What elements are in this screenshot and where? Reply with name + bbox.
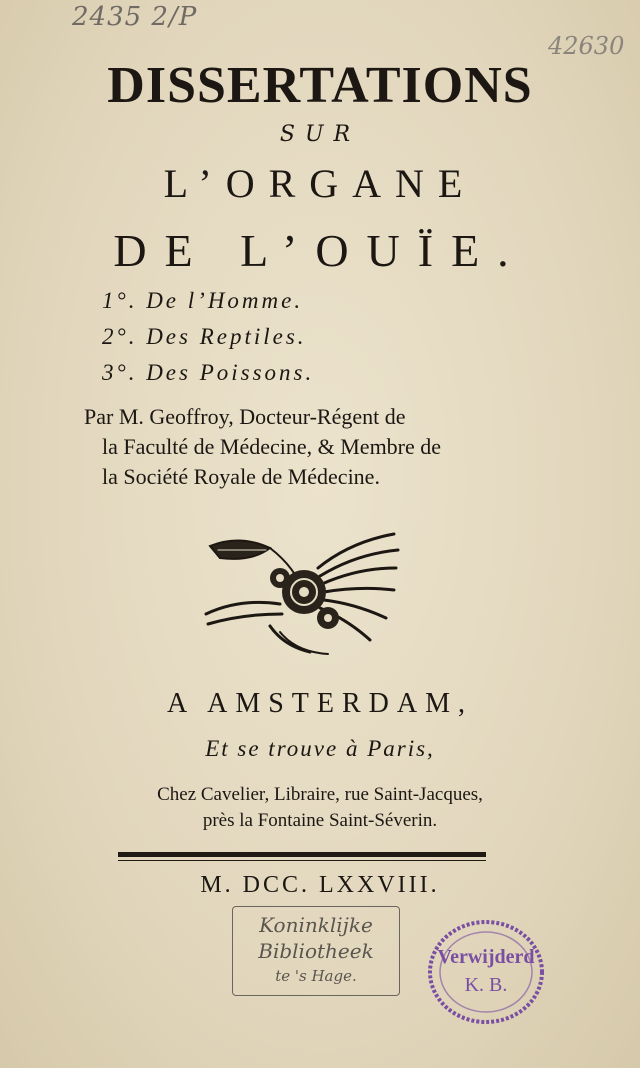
stamp-line-2: K. B. [464, 974, 508, 996]
stamp-line-1: Verwijderd [437, 946, 535, 968]
part-item-2: 2°. Des Reptiles. [102, 324, 307, 349]
handwritten-corner-number: 42630 [548, 32, 625, 60]
floral-ornament-icon [200, 528, 404, 658]
author-line-2: la Faculté de Médecine, & Membre de [102, 434, 442, 459]
title-line-2: SUR [279, 122, 361, 147]
stamp-seal-icon [424, 916, 548, 1028]
author-line-1: Par M. Geoffroy, Docteur-Régent de [84, 404, 406, 429]
publisher-line-1: Chez Cavelier, Libraire, rue Saint-Jacques, [157, 784, 483, 805]
author-line-3: la Société Royale de Médecine. [102, 464, 380, 489]
title-line-3: L’ORGANE [163, 161, 477, 206]
bookplate-line-3: te 's Hage. [275, 967, 357, 985]
imprint-date: M. DCC. LXXVIII. [200, 872, 440, 898]
divider-rule-thick [118, 852, 486, 857]
bookplate-line-1: Koninklijke [259, 913, 373, 937]
part-item-1: 1°. De l’Homme. [102, 288, 304, 313]
imprint-publisher [60, 782, 580, 834]
library-stamp [424, 916, 548, 1028]
library-bookplate [232, 906, 400, 996]
handwritten-shelfmark: 2435 2/P [72, 2, 198, 32]
imprint-sold-at: Et se trouve à Paris, [205, 736, 435, 761]
imprint-place: A AMSTERDAM, [166, 688, 474, 719]
bookplate-line-2: Bibliotheek [258, 939, 374, 963]
author-block [84, 402, 564, 492]
title-line-1: DISSERTATIONS [107, 57, 533, 114]
part-item-3: 3°. Des Poissons. [102, 360, 315, 385]
publisher-line-2: près la Fontaine Saint-Séverin. [202, 810, 438, 831]
title-line-4: DE L’OUÏE. [113, 225, 527, 276]
divider-rule-thin [118, 860, 486, 861]
